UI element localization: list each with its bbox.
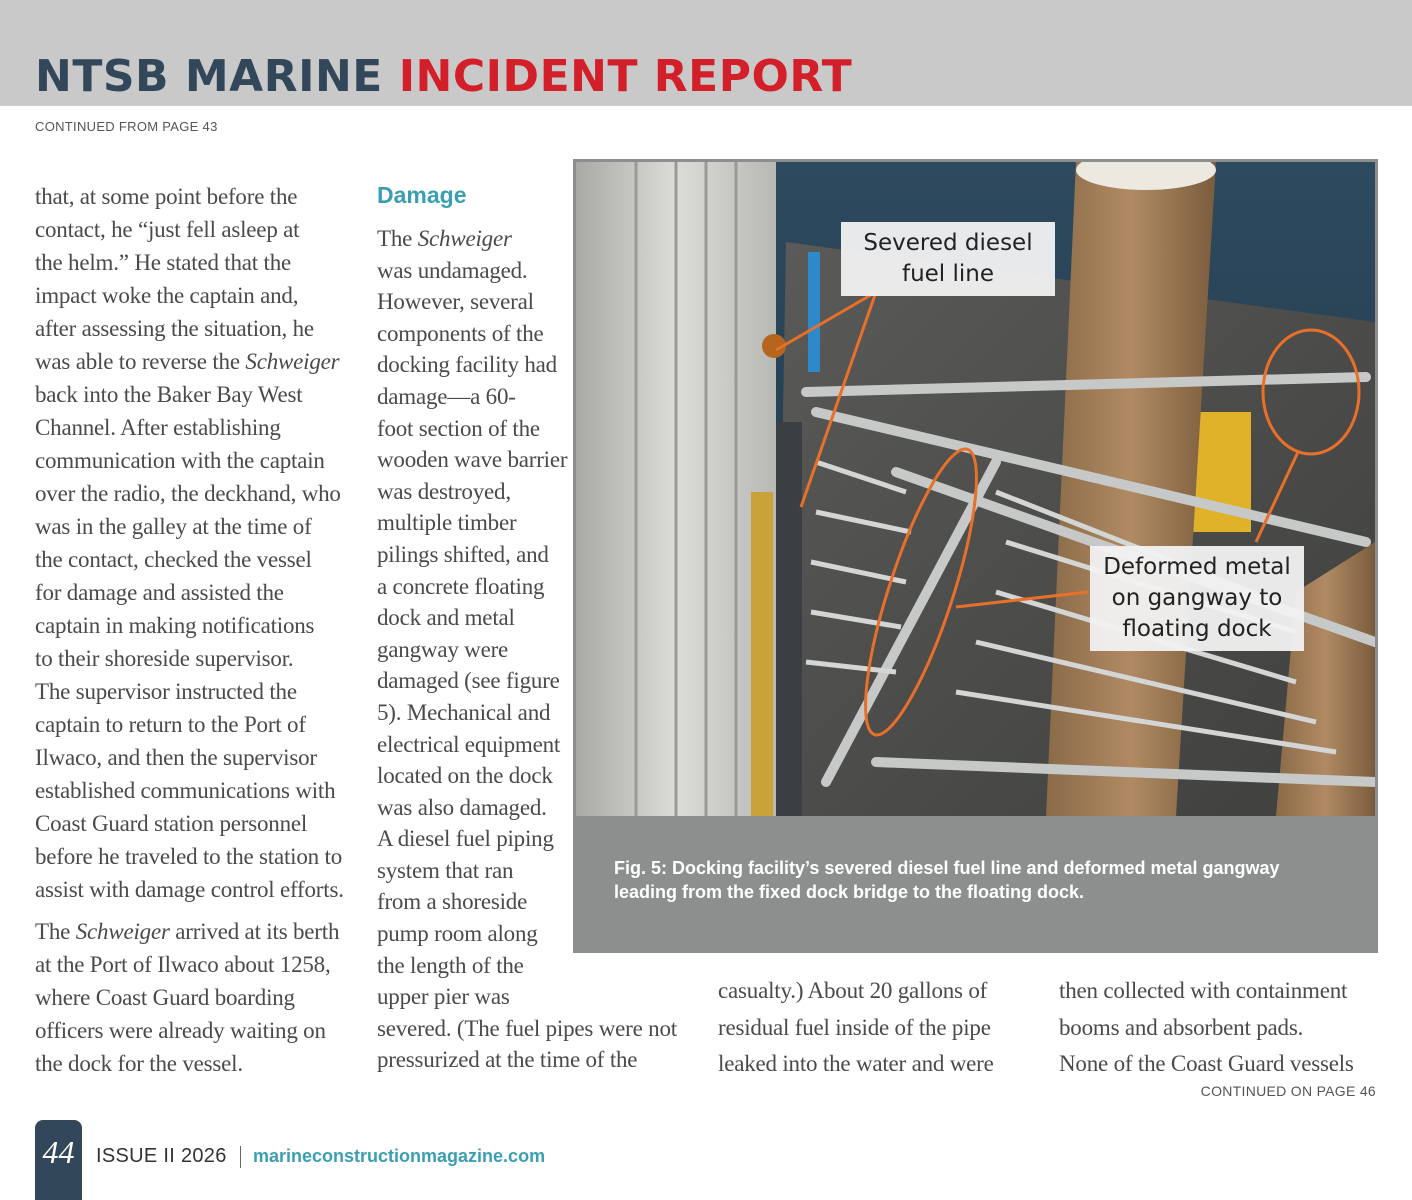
text-line: captain in making notifications [35,613,315,638]
text-line: electrical equipment [377,731,561,757]
text-line: captain to return to the Port of [35,712,306,737]
text-line: after assessing the situation, he [35,316,314,341]
text-line: over the radio, the deckhand, who [35,481,341,506]
yellow-pipe [751,492,773,816]
caption-line-1: Fig. 5: Docking facility’s severed diesel fuel line and deformed metal gangway [614,858,1280,878]
text-run: arrived at its berth [169,919,340,944]
blue-pipe [808,252,820,372]
text-line: Ilwaco, and then the supervisor [35,745,317,770]
text-line: severed. (The fuel pipes were not [377,1015,677,1041]
text-line: Coast Guard station personnel [35,811,308,836]
text-line [35,345,360,378]
callout-fuel-line-2: fuel line [901,261,995,287]
callout-severed-fuel-line [841,222,1055,296]
dock-photo [576,162,1375,816]
dark-pipe [776,422,802,816]
vessel-name-italic: Schweiger [245,349,340,374]
text-line: back into the Baker Bay West [35,382,303,407]
section-heading-damage: Damage [377,182,467,208]
text-line: the length of the [377,952,524,978]
text-line: assist with damage control efforts. [35,877,344,902]
footer-divider [240,1146,241,1168]
figure-caption [614,856,1354,904]
vessel-name-italic: Schweiger [417,226,512,251]
paragraph-1 [35,180,360,906]
text-column-3 [718,973,1028,1083]
page-number-tab [35,1120,82,1200]
text-line: However, several [377,289,534,315]
text-line: was also damaged. [377,794,547,820]
text-line: to their shoreside supervisor. [35,646,294,671]
title-part-incident-report: INCIDENT REPORT [398,51,853,102]
text-line: Channel. After establishing [35,415,281,440]
text-line: A diesel fuel piping [377,826,554,852]
vessel-name-italic: Schweiger [75,919,170,944]
text-line: before he traveled to the station to [35,844,343,869]
text-line: casualty.) About 20 gallons of [718,978,988,1003]
continued-from-label: CONTINUED FROM PAGE 43 [35,119,218,134]
text-line: upper pier was [377,984,510,1010]
text-line: docking facility had [377,352,557,378]
text-line: wooden wave barrier [377,447,568,473]
text-run: The [377,226,418,251]
text-line: the contact, checked the vessel [35,547,312,572]
text-line: dock and metal [377,605,515,631]
text-line: pump room along [377,921,538,947]
text-line: damage—a 60- [377,383,516,409]
text-column-4 [1059,973,1379,1083]
paragraph-2 [35,915,360,1080]
website-link[interactable]: marineconstructionmagazine.com [253,1146,546,1166]
text-line: foot section of the [377,415,540,441]
text-line: at the Port of Ilwaco about 1258, [35,952,331,977]
continued-on-label: CONTINUED ON PAGE 46 [1200,1083,1376,1099]
text-line: 5). Mechanical and [377,699,551,725]
text-line: located on the dock [377,763,553,789]
callout-deformed-gangway [1090,546,1304,651]
text-line: None of the Coast Guard vessels [1059,1051,1354,1076]
text-line: damaged (see figure [377,668,560,694]
text-line: then collected with containment [1059,978,1348,1003]
text-line: from a shoreside [377,889,528,915]
caption-line-2: leading from the fixed dock bridge to the floating dock. [614,882,1085,902]
text-column-1 [35,180,360,1080]
text-line: booms and absorbent pads. [1059,1014,1304,1040]
column-3-paragraph [718,973,1028,1083]
text-line: gangway were [377,636,509,662]
text-run: was able to reverse the [35,349,246,374]
text-line: leaked into the water and were [718,1051,994,1076]
page-number: 44 [42,1134,75,1170]
text-line: a concrete floating [377,573,545,599]
issue-label: ISSUE II 2026 [96,1145,227,1167]
text-line: was undamaged. [377,257,528,283]
callout-gangway-line-3: floating dock [1122,616,1272,642]
text-line: residual fuel inside of the pipe [718,1014,991,1040]
text-line: the dock for the vessel. [35,1051,243,1076]
text-line: The supervisor instructed the [35,679,297,704]
figure-5 [573,159,1378,953]
text-line: components of the [377,320,544,346]
text-line: officers were already waiting on [35,1018,326,1043]
text-line: that, at some point before the [35,184,298,209]
report-title [35,50,852,104]
column-4-paragraph [1059,973,1379,1083]
text-run: The [35,919,76,944]
text-line: pressurized at the time of the [377,1047,638,1073]
text-line: pilings shifted, and [377,541,549,567]
text-line: the helm.” He stated that the [35,250,292,275]
text-line: impact woke the captain and, [35,283,299,308]
text-line: established communications with [35,778,336,803]
text-line: for damage and assisted the [35,580,284,605]
callout-gangway-line-2: on gangway to [1111,585,1283,611]
title-part-ntsb-marine: NTSB MARINE [35,51,383,102]
text-line: was in the galley at the time of [35,514,312,539]
callout-fuel-line-1: Severed diesel [863,230,1033,256]
text-line: multiple timber [377,510,517,536]
text-line: was destroyed, [377,478,511,504]
callout-gangway-line-1: Deformed metal [1103,554,1291,580]
text-line: system that ran [377,857,514,883]
text-line [35,915,360,948]
text-line: where Coast Guard boarding [35,985,295,1010]
text-line: communication with the captain [35,448,325,473]
text-line: contact, he “just fell asleep at [35,217,300,242]
